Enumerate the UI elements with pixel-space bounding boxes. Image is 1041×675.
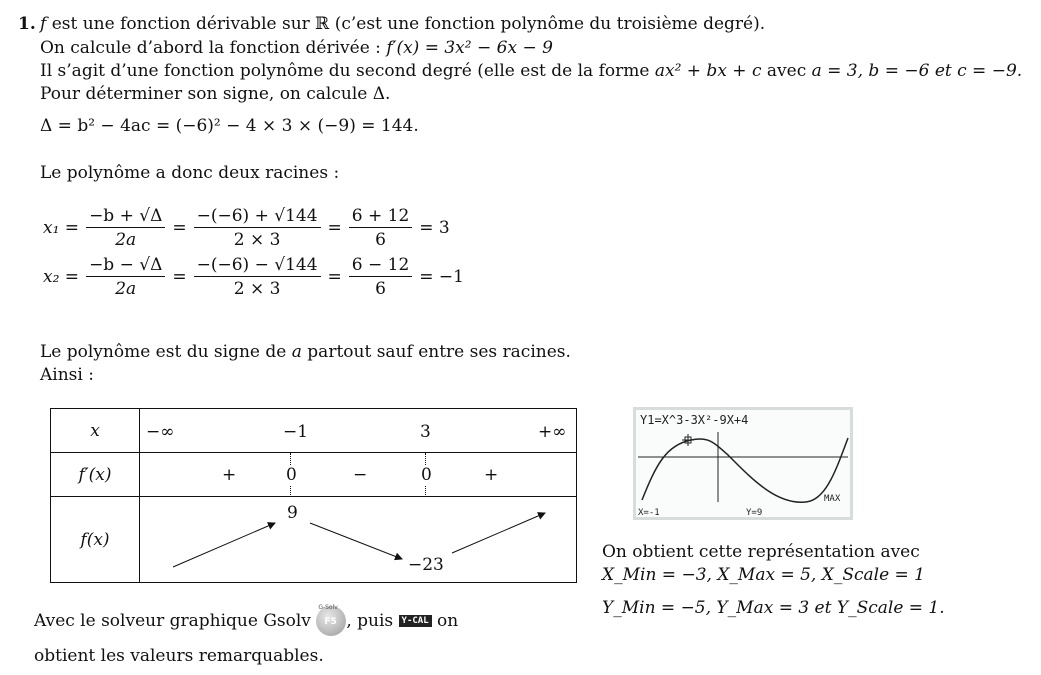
x2-equation: x₂ = $\frac{-b - √\Delta}{2a}$ = $\frac{-(-6) - √144}{2 \times 3}$ = $\frac{6 - 12}{6}$ = −1 [43, 255, 464, 299]
calculator-screen [633, 407, 853, 520]
x1-frac-3: $\frac{6 + 12}{6}$ [349, 206, 413, 250]
row-fprime-label: f′(x) [51, 453, 140, 497]
item-number: 1. [18, 14, 36, 34]
arrow-down [310, 523, 402, 559]
line-1: f est une fonction dérivable sur ℝ (c’est une fonction polynôme du troisième degré). [40, 14, 766, 34]
x-minus-inf: −∞ [146, 422, 175, 442]
window-line-2: X_Min = −3, X_Max = 5, X_Scale = 1 [602, 565, 925, 585]
row-f-variations [140, 497, 577, 583]
zero-2: 0 [421, 465, 432, 485]
variation-table [50, 408, 577, 583]
variation-arrows [140, 497, 578, 583]
calc-max-label: MAX [824, 494, 841, 504]
x1-frac-1: $\frac{-b + √\Delta}{2a}$ [86, 206, 165, 250]
gsolv-line-2: obtient les valeurs remarquables. [34, 646, 324, 666]
calc-cursor [682, 434, 694, 446]
line-2: On calcule d’abord la fonction dérivée : f′(x) = 3x² − 6x − 9 [40, 38, 553, 58]
x-minus-one: −1 [283, 422, 309, 442]
row-fprime-signs [140, 453, 577, 497]
x-plus-inf: +∞ [538, 422, 567, 442]
arrow-up-1 [173, 523, 275, 567]
sign-minus: − [353, 465, 368, 485]
x-three: 3 [420, 422, 431, 442]
max-value: 9 [287, 503, 298, 523]
sign-plus-2: + [484, 465, 499, 485]
delta-equation: Δ = b² − 4ac = (−6)² − 4 × 3 × (−9) = 144. [40, 116, 419, 136]
min-value: −23 [408, 555, 444, 575]
x2-frac-2: $\frac{-(-6) - √144}{2 \times 3}$ [194, 255, 321, 299]
calc-curve [642, 438, 848, 502]
roots-intro: Le polynôme a donc deux racines : [40, 163, 340, 183]
calc-x-readout: X=-1 [638, 508, 660, 517]
line-3: Il s’agit d’une fonction polynôme du second degré (elle est de la forme ax² + bx + c avec a = 3, b = −6 et c = −9. [40, 61, 1023, 81]
ycal-key[interactable]: Y-CAL [399, 615, 432, 627]
row-x-values [140, 409, 577, 453]
calculator-graph [636, 410, 850, 517]
window-line-1: On obtient cette représentation avec [602, 542, 920, 562]
arrow-up-2 [452, 513, 545, 553]
calc-header: Y1=X^3-3X²-9X+4 [640, 413, 749, 427]
calc-y-readout: Y=9 [746, 508, 763, 517]
x1-frac-2: $\frac{-(-6) + √144}{2 \times 3}$ [194, 206, 321, 250]
x1-equation: x₁ = $\frac{-b + √\Delta}{2a}$ = $\frac{-(-6) + √144}{2 \times 3}$ = $\frac{6 + 12}{6}$ = 3 [43, 206, 450, 250]
x2-frac-1: $\frac{-b - √\Delta}{2a}$ [86, 255, 165, 299]
row-x-label: x [51, 409, 140, 453]
line-4: Pour déterminer son signe, on calcule Δ. [40, 84, 391, 104]
gsolv-line-1: Avec le solveur graphique Gsolv G-Solv F5 , puis Y-CAL on [34, 606, 458, 636]
row-f-label: f(x) [51, 497, 140, 583]
ainsi: Ainsi : [40, 365, 94, 385]
gsolv-f5-button[interactable]: G-Solv F5 [316, 606, 346, 636]
window-line-3: Y_Min = −5, Y_Max = 3 et Y_Scale = 1. [602, 598, 945, 618]
zero-1: 0 [286, 465, 297, 485]
x2-frac-3: $\frac{6 - 12}{6}$ [349, 255, 413, 299]
sign-plus-1: + [222, 465, 237, 485]
sign-sentence: Le polynôme est du signe de a partout sauf entre ses racines. [40, 342, 571, 362]
